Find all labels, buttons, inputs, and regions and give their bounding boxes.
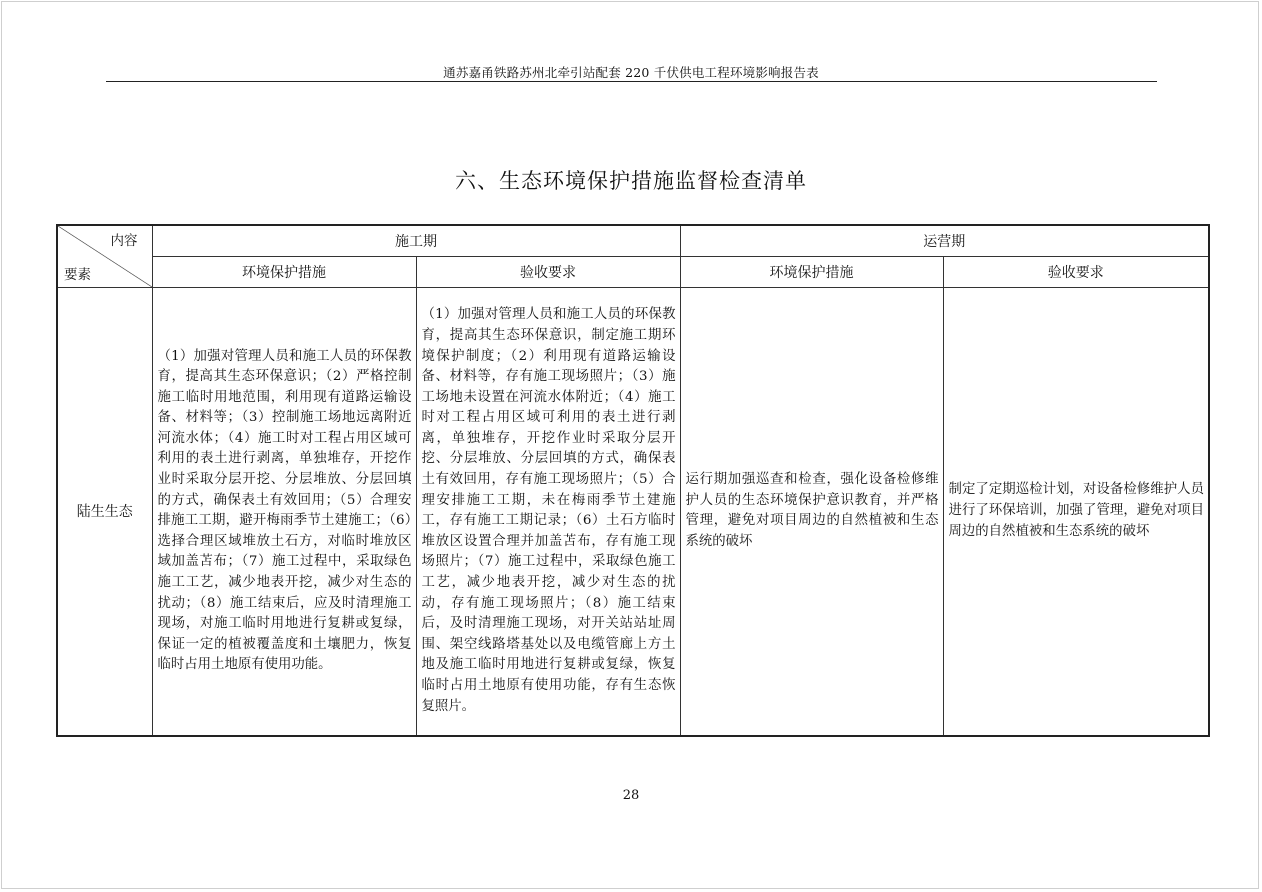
- phase-operation-header: 运营期: [680, 225, 1209, 256]
- header-rule: [106, 81, 1157, 82]
- construction-acceptance-header: 验收要求: [416, 256, 680, 287]
- header-row-columns: [57, 256, 1209, 287]
- page-number: 28: [622, 788, 640, 803]
- phase-construction-header: 施工期: [152, 225, 680, 256]
- inspection-checklist-table: [56, 224, 1210, 737]
- table-row: [57, 287, 1209, 736]
- row-label-terrestrial-ecology: 陆生生态: [57, 287, 152, 736]
- header-row-phase: [57, 225, 1209, 256]
- construction-acceptance-cell: （1）加强对管理人员和施工人员的环保教育，提高其生态环保意识，制定施工期环境保护制度；（2）利用现有道路运输设备、材料等，存有施工现场照片；（3）施工场地未设置在河流水体附近；（4）施工时对工程占用区域可利用的表土进行剥离，单独堆存，开挖作业时采取分层开挖、分层堆放、分层回填的方式，确保表土有效回用，存有施工现场照片；（5）合理安排施工工期，未在梅雨季节土建施工，存有施工工期记录；（6）土石方临时堆放区设置合理并加盖苫布，存有施工现场照片；（7）施工过程中，采取绿色施工工艺，减少地表开挖，减少对生态的扰动，存有施工现场照片；（8）施工结束后，及时清理施工现场，对开关站站址周围、架空线路塔基处以及电缆管廊上方土地及施工临时用地进行复耕或复绿，恢复临时占用土地原有使用功能，存有生态恢复照片。: [416, 287, 680, 736]
- corner-label-content: 内容: [110, 233, 138, 249]
- operation-measures-header: 环境保护措施: [680, 256, 943, 287]
- operation-acceptance-cell: 制定了定期巡检计划，对设备检修维护人员进行了环保培训，加强了管理，避免对项目周边的自然植被和生态系统的破坏: [943, 287, 1209, 736]
- operation-measures-cell: 运行期加强巡查和检查，强化设备检修维护人员的生态环境保护意识教育，并严格管理，避免对项目周边的自然植被和生态系统的破坏: [680, 287, 943, 736]
- section-title: 六、生态环境保护措施监督检查清单: [455, 169, 807, 193]
- running-header: 通苏嘉甬铁路苏州北牵引站配套 220 千伏供电工程环境影响报告表: [443, 65, 819, 80]
- construction-measures-header: 环境保护措施: [152, 256, 416, 287]
- corner-label-element: 要素: [64, 266, 91, 283]
- corner-diagonal-cell: [57, 225, 152, 287]
- construction-measures-cell: （1）加强对管理人员和施工人员的环保教育，提高其生态环保意识；（2）严格控制施工临时用地范围，利用现有道路运输设备、材料等；（3）控制施工场地远离附近河流水体；（4）施工时对工程占用区域可利用的表土进行剥离，单独堆存，开挖作业时采取分层开挖、分层堆放、分层回填的方式，确保表土有效回用；（5）合理安排施工工期，避开梅雨季节土建施工；（6）选择合理区域堆放土石方，对临时堆放区域加盖苫布；（7）施工过程中，采取绿色施工工艺，减少地表开挖，减少对生态的扰动；（8）施工结束后，应及时清理施工现场，对施工临时用地进行复耕或复绿，保证一定的植被覆盖度和土壤肥力，恢复临时占用土地原有使用功能。: [152, 287, 416, 736]
- operation-acceptance-header: 验收要求: [943, 256, 1209, 287]
